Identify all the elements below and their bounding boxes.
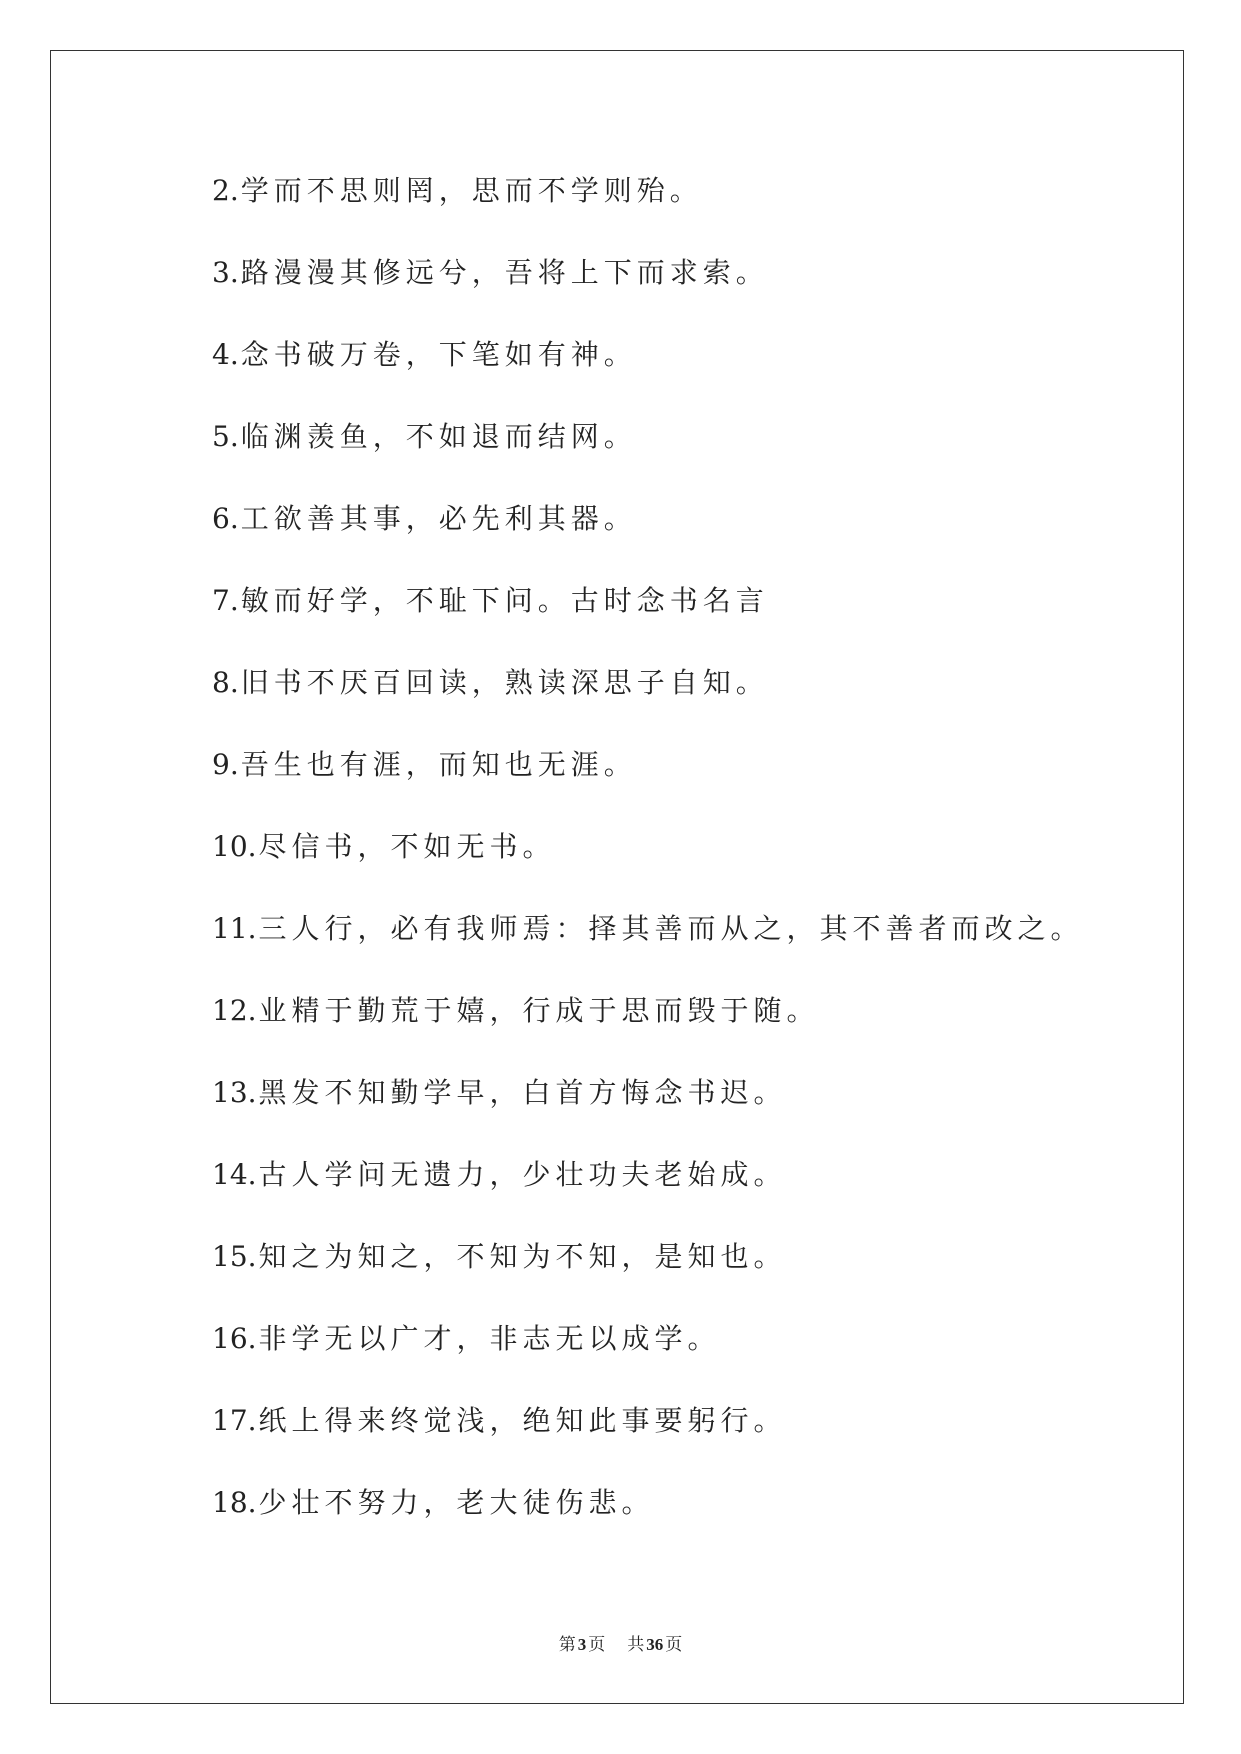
quote-number: 6. — [212, 502, 239, 535]
quote-text: 念书破万卷，下笔如有神。 — [240, 338, 637, 371]
quote-text: 纸上得来终觉浅，绝知此事要躬行。 — [258, 1404, 787, 1437]
quote-item — [212, 249, 1084, 331]
quote-item — [212, 495, 1084, 577]
quote-number: 7. — [212, 584, 239, 617]
quote-text: 三人行，必有我师焉：择其善而从之，其不善者而改之。 — [258, 912, 1084, 945]
quote-item — [212, 577, 1084, 659]
quote-text: 黑发不知勤学早，白首方悔念书迟。 — [258, 1076, 787, 1109]
quote-number: 9. — [212, 748, 239, 781]
quote-item — [212, 331, 1084, 413]
quote-text: 工欲善其事，必先利其器。 — [240, 502, 637, 535]
quote-text: 知之为知之，不知为不知，是知也。 — [258, 1240, 787, 1273]
quote-item — [212, 1315, 1084, 1397]
quote-number: 16. — [212, 1322, 257, 1355]
quote-number: 13. — [212, 1076, 257, 1109]
quote-number: 17. — [212, 1404, 257, 1437]
quote-item — [212, 823, 1084, 905]
page-unit: 页 — [588, 1635, 606, 1655]
quote-number: 2. — [212, 174, 239, 207]
quote-text: 少壮不努力，老大徒伤悲。 — [258, 1486, 655, 1519]
quote-text: 业精于勤荒于嬉，行成于思而毁于随。 — [258, 994, 820, 1027]
quote-item — [212, 413, 1084, 495]
total-prefix: 共 — [627, 1635, 645, 1655]
quote-item — [212, 1233, 1084, 1315]
quote-item — [212, 167, 1084, 249]
quote-number: 3. — [212, 256, 239, 289]
page-footer — [0, 1630, 1241, 1655]
quote-text: 尽信书，不如无书。 — [258, 830, 556, 863]
quote-item — [212, 1397, 1084, 1479]
quote-number: 15. — [212, 1240, 257, 1273]
quote-item — [212, 1151, 1084, 1233]
quote-text: 路漫漫其修远兮，吾将上下而求索。 — [240, 256, 769, 289]
quote-text: 敏而好学，不耻下问。古时念书名言 — [240, 584, 769, 617]
quote-number: 4. — [212, 338, 239, 371]
quote-number: 18. — [212, 1486, 257, 1519]
quote-number: 12. — [212, 994, 257, 1027]
quote-number: 11. — [212, 912, 257, 945]
quote-text: 学而不思则罔，思而不学则殆。 — [240, 174, 703, 207]
quote-item — [212, 741, 1084, 823]
quote-text: 临渊羡鱼，不如退而结网。 — [240, 420, 637, 453]
quote-item — [212, 1069, 1084, 1151]
quote-text: 旧书不厌百回读，熟读深思子自知。 — [240, 666, 769, 699]
quote-list — [212, 167, 1084, 1561]
current-page-number: 3 — [577, 1635, 587, 1654]
quote-number: 10. — [212, 830, 257, 863]
total-page-count: 36 — [646, 1635, 664, 1654]
quote-item — [212, 1479, 1084, 1561]
quote-number: 8. — [212, 666, 239, 699]
quote-text: 吾生也有涯，而知也无涯。 — [240, 748, 637, 781]
total-unit: 页 — [665, 1635, 683, 1655]
quote-item — [212, 905, 1084, 987]
page-prefix: 第 — [558, 1635, 576, 1655]
quote-item — [212, 659, 1084, 741]
quote-text: 古人学问无遗力，少壮功夫老始成。 — [258, 1158, 787, 1191]
quote-number: 14. — [212, 1158, 257, 1191]
quote-text: 非学无以广才，非志无以成学。 — [258, 1322, 721, 1355]
quote-number: 5. — [212, 420, 239, 453]
quote-item — [212, 987, 1084, 1069]
